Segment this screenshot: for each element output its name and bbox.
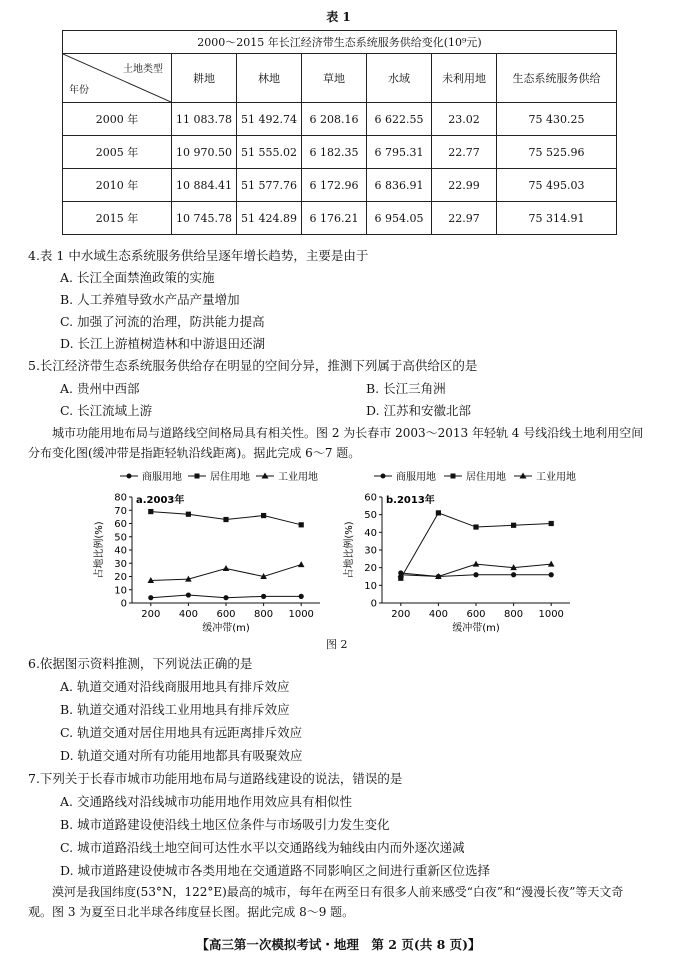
table-cell: 22.97	[432, 202, 497, 235]
legend-b-label-2: 工业用地	[536, 472, 576, 483]
y-axis-label: 占地比例(%)	[94, 521, 105, 579]
col-header: 草地	[302, 54, 367, 103]
legend-b-label-0: 商服用地	[396, 472, 436, 483]
q7-option-c: C. 城市道路沿线土地空间可达性水平以交通路线为轴线由内而外逐次递减	[60, 840, 465, 855]
table-caption: 表 1	[326, 10, 351, 24]
y-tick-label: 40	[114, 545, 127, 557]
table-cell: 22.99	[432, 169, 497, 202]
y-tick-label: 50	[364, 510, 377, 522]
chart-2003-svg	[90, 485, 330, 635]
table-cell: 51 424.89	[237, 202, 302, 235]
figure-2-caption: 图 2	[326, 638, 348, 651]
point-工业用地	[298, 561, 305, 567]
question-4-stem: 4.表 1 中水域生态系统服务供给呈逐年增长趋势，主要是由于	[28, 248, 369, 263]
x-tick-label: 1000	[288, 609, 314, 620]
x-tick-label: 200	[141, 609, 161, 620]
point-商服用地	[186, 592, 191, 597]
col-header: 林地	[237, 54, 302, 103]
col-header: 生态系统服务供给	[497, 54, 617, 103]
table-cell: 6 182.35	[302, 136, 367, 169]
y-tick-label: 10	[364, 580, 377, 592]
legend-a	[118, 469, 318, 483]
row-year: 2010 年	[63, 169, 172, 202]
x-tick-label: 200	[391, 609, 411, 620]
table-row	[63, 202, 617, 235]
chart-2003	[90, 485, 330, 639]
point-商服用地	[473, 572, 478, 577]
diag-top-label: 土地类型	[123, 64, 163, 75]
x-tick-label: 1000	[538, 609, 564, 620]
y-tick-label: 0	[370, 598, 377, 610]
point-商服用地	[511, 572, 516, 577]
q5-option-d: D. 江苏和安徽北部	[366, 403, 472, 418]
table-cell: 6 176.21	[302, 202, 367, 235]
y-tick-label: 60	[114, 519, 127, 530]
x-axis-label: 缓冲带(m)	[202, 623, 250, 634]
y-tick-label: 70	[114, 505, 127, 517]
point-居住用地	[261, 513, 266, 518]
y-tick-label: 30	[114, 558, 127, 570]
table-cell: 22.77	[432, 136, 497, 169]
point-商服用地	[549, 572, 554, 577]
table-cell: 23.02	[432, 103, 497, 136]
table-cell: 11 083.78	[172, 103, 237, 136]
table-cell: 51 577.76	[237, 169, 302, 202]
point-商服用地	[299, 594, 304, 599]
q7-option-a: A. 交通路线对沿线城市功能用地作用效应具有相似性	[60, 794, 352, 809]
chart-2013-svg	[340, 485, 580, 635]
question-6-stem: 6.依据图示资料推测，下列说法正确的是	[28, 656, 253, 671]
series-line-居住用地	[401, 513, 551, 578]
row-year: 2005 年	[63, 136, 172, 169]
diagonal-header-cell	[63, 54, 172, 103]
point-工业用地	[223, 565, 230, 571]
y-tick-label: 0	[120, 598, 127, 610]
q4-option-c: C. 加强了河流的治理，防洪能力提高	[60, 314, 265, 329]
point-工业用地	[473, 561, 480, 567]
row-year: 2015 年	[63, 202, 172, 235]
x-tick-label: 800	[504, 609, 524, 620]
table-cell: 75 314.91	[497, 202, 617, 235]
point-居住用地	[549, 521, 554, 526]
chart-2013	[340, 485, 580, 639]
q6-option-a: A. 轨道交通对沿线商服用地具有排斥效应	[60, 679, 290, 694]
q4-option-b: B. 人工养殖导致水产品产量增加	[60, 292, 240, 307]
y-tick-label: 20	[114, 572, 127, 583]
legend-a-label-0: 商服用地	[142, 472, 182, 483]
table-cell: 6 622.55	[367, 103, 432, 136]
y-tick-label: 50	[114, 532, 127, 544]
table-cell: 6 795.31	[367, 136, 432, 169]
q6-option-d: D. 轨道交通对所有功能用地都具有吸聚效应	[60, 748, 303, 763]
table-cell: 75 525.96	[497, 136, 617, 169]
table-cell: 10 884.41	[172, 169, 237, 202]
q6-option-b: B. 轨道交通对沿线工业用地具有排斥效应	[60, 702, 290, 717]
question-7-stem: 7.下列关于长春市城市功能用地布局与道路线建设的说法，错误的是	[28, 771, 403, 786]
question-5-stem: 5.长江经济带生态系统服务供给存在明显的空间分异，推测下列属于高供给区的是	[28, 358, 478, 373]
legend-a-label-1: 居住用地	[210, 472, 250, 483]
x-axis-label: 缓冲带(m)	[452, 623, 500, 634]
point-商服用地	[261, 594, 266, 599]
table-cell: 6 954.05	[367, 202, 432, 235]
table-row	[63, 103, 617, 136]
table-cell: 6 836.91	[367, 169, 432, 202]
q7-option-d: D. 城市道路建设使城市各类用地在交通道路不同影响区之间进行重新区位选择	[60, 863, 491, 878]
legend-b-label-1: 居住用地	[466, 472, 506, 483]
col-header: 水域	[367, 54, 432, 103]
q5-option-a: A. 贵州中西部	[60, 381, 140, 396]
table-cell: 51 492.74	[237, 103, 302, 136]
q4-option-d: D. 长江上游植树造林和中游退田还湖	[60, 336, 266, 351]
point-商服用地	[148, 595, 153, 600]
legend-a-label-2: 工业用地	[278, 472, 318, 483]
q5-option-c: C. 长江流域上游	[60, 403, 153, 418]
col-header: 耕地	[172, 54, 237, 103]
table-row	[63, 136, 617, 169]
intro-paragraph-fig2: 城市功能用地布局与道路线空间格局具有相关性。图 2 为长春市 2003～2013 年轻轨 4 号线沿线土地利用空间分布变化图(缓冲带是指距轻轨沿线距离)。据此完成 6～7 题。	[28, 426, 644, 460]
x-tick-label: 400	[178, 609, 198, 620]
row-year: 2000 年	[63, 103, 172, 136]
y-axis-label: 占地比例(%)	[344, 521, 355, 579]
y-tick-label: 20	[364, 563, 377, 575]
table-cell: 75 495.03	[497, 169, 617, 202]
chart-title: a.2003年	[136, 495, 185, 506]
data-table	[62, 30, 617, 235]
page-footer: 【高三第一次模拟考试・地理 第 2 页(共 8 页)】	[196, 937, 481, 952]
x-tick-label: 800	[254, 609, 274, 620]
x-tick-label: 600	[466, 609, 486, 620]
legend-b	[372, 469, 582, 483]
q7-option-b: B. 城市道路建设使沿线土地区位条件与市场吸引力发生变化	[60, 817, 390, 832]
point-居住用地	[223, 517, 228, 522]
table-cell: 10 745.78	[172, 202, 237, 235]
intro-paragraph-fig3: 漠河是我国纬度(53°N，122°E)最高的城市，每年在两至日有很多人前来感受“白夜”和“漫漫长夜”等天文奇观。图 3 为夏至日北半球各纬度昼长图。据此完成 8～9 题。	[28, 885, 624, 919]
table-cell: 75 430.25	[497, 103, 617, 136]
chart-title: b.2013年	[386, 495, 435, 506]
table-cell: 10 970.50	[172, 136, 237, 169]
point-商服用地	[223, 595, 228, 600]
y-tick-label: 40	[364, 527, 377, 539]
col-header: 未利用地	[432, 54, 497, 103]
q6-option-c: C. 轨道交通对居住用地具有远距离排斥效应	[60, 725, 303, 740]
table-row	[63, 169, 617, 202]
y-tick-label: 60	[364, 492, 377, 504]
point-居住用地	[186, 512, 191, 517]
y-tick-label: 80	[114, 492, 127, 504]
q5-option-b: B. 长江三角洲	[366, 381, 446, 396]
x-tick-label: 600	[216, 609, 236, 620]
y-tick-label: 10	[114, 585, 127, 597]
point-工业用地	[548, 561, 555, 567]
point-居住用地	[473, 524, 478, 529]
q4-option-a: A. 长江全面禁渔政策的实施	[60, 270, 215, 285]
diag-bottom-label: 年份	[69, 85, 89, 96]
x-tick-label: 400	[428, 609, 448, 620]
table-cell: 51 555.02	[237, 136, 302, 169]
point-居住用地	[436, 510, 441, 515]
y-tick-label: 30	[364, 545, 377, 557]
table-cell: 6 208.16	[302, 103, 367, 136]
table-cell: 6 172.96	[302, 169, 367, 202]
point-居住用地	[148, 509, 153, 514]
point-居住用地	[299, 522, 304, 527]
table-title: 2000～2015 年长江经济带生态系统服务供给变化(10⁹元)	[63, 31, 617, 54]
point-居住用地	[511, 523, 516, 528]
